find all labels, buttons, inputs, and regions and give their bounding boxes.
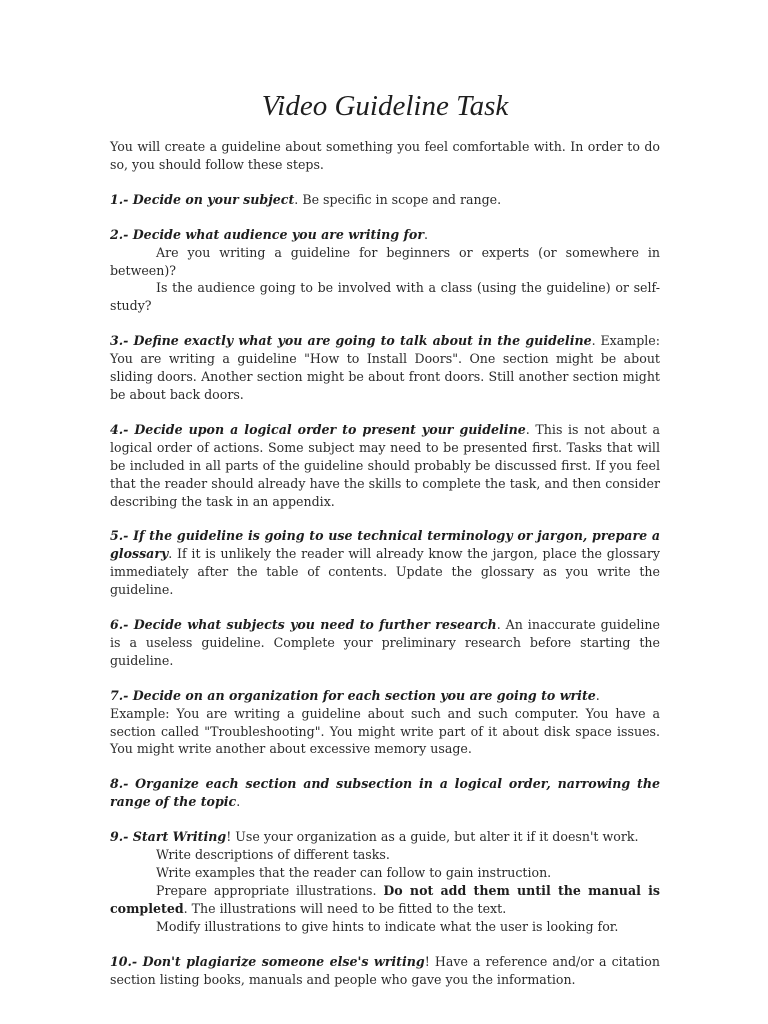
step-line: Modify illustrations to give hints to indicate what the user is looking for. (156, 918, 619, 934)
step-heading: 8.- Organize each section and subsection in a logical order, narrowing the range of the topic (110, 776, 660, 810)
step-line-illustrations: Prepare appropriate illustrations. Do not add them until the manual is completed. The illustrations will need to be fitted to the text. (110, 882, 660, 916)
step-heading: 9.- Start Writing (110, 829, 227, 845)
step-line: Write descriptions of different tasks. (156, 847, 390, 863)
step-line: Is the audience going to be involved with a class (using the guideline) or self-study? (110, 280, 660, 314)
step-1: 1.- Decide on your subject. Be specific in scope and range. (110, 191, 502, 207)
step-text: Have a reference and/or a citation section listing books, manuals and people who gave you the information. (110, 953, 661, 987)
step-line: Write examples that the reader can follow to gain instruction. (156, 865, 552, 880)
step-heading: 4.- Decide upon a logical order to present your guideline (110, 421, 526, 437)
step-text: Example: You are writing a guideline "How to Install Doors". One section might be about sliding doors. Another section might be about front doors. Still another section might be about back doors. (110, 333, 660, 402)
intro-paragraph: You will create a guideline about something you feel comfortable with. In order to do so, you should follow these steps. (110, 139, 660, 172)
step-3: 3.- Define exactly what you are going to talk about in the guideline. Example: You are writing a guideline "How to Install Doors". One section might be about sliding doors. Another section might be about front doors. Still another section might be about back doors. (110, 333, 660, 402)
document-page (110, 88, 660, 1005)
step-text: Be specific in scope and range. (298, 191, 502, 207)
step-6: 6.- Decide what subjects you need to further research. An inaccurate guideline is a useless guideline. Complete your preliminary research before starting the guideline. (110, 617, 660, 668)
step-text: An inaccurate guideline is a useless guideline. Complete your preliminary research before starting the guideline. (110, 617, 660, 668)
step-8: 8.- Organize each section and subsection in a logical order, narrowing the range of the topic. (110, 776, 660, 810)
step-heading: 1.- Decide on your subject (110, 191, 295, 207)
step-7: 7.- Decide on an organization for each section you are going to write. Example: You are writing a guideline about such and such computer. You have a section called "Troubleshooting". You might write part of it about disk space issues. You might write another about excessive memory usage. (110, 687, 660, 757)
step-text: This is not about a logical order of actions. Some subject may need to be presented first. Tasks that will be included in all parts of the guideline should probably be discussed first. If you feel that the reader should already have the skills to complete the task, and then consider describing the task in an appendix. (110, 421, 660, 509)
step-text: If it is unlikely the reader will already know the jargon, place the glossary immediately after the table of contents. Update the glossary as you write the guideline. (110, 546, 660, 598)
step-line: Are you writing a guideline for beginners or experts (or somewhere in between)? (110, 244, 660, 278)
step-heading: 6.- Decide what subjects you need to further research (110, 617, 497, 633)
step-heading: 5.- If the guideline is going to use technical terminology or jargon, prepare a glossary (110, 528, 660, 562)
step-heading: 10.- Don't plagiarize someone else's writing (110, 953, 425, 969)
step-heading: 2.- Decide what audience you are writing for (110, 226, 424, 242)
step-text: Use your organization as a guide, but alter it if it doesn't work. (231, 829, 639, 845)
step-10: 10.- Don't plagiarize someone else's writing! Have a reference and/or a citation section listing books, manuals and people who gave you the information. (110, 953, 661, 987)
step-heading: 3.- Define exactly what you are going to talk about in the guideline (110, 333, 592, 349)
step-heading: 7.- Decide on an organization for each section you are going to write (110, 687, 596, 703)
step-5: 5.- If the guideline is going to use technical terminology or jargon, prepare a glossary. If it is unlikely the reader will already know the jargon, place the glossary immediately after the table of contents. Update the glossary as you write the guideline. (110, 528, 660, 598)
page-title: Video Guideline Task (261, 90, 509, 122)
step-text: Example: You are writing a guideline about such and such computer. You have a section called "Troubleshooting". You might write part of it about disk space issues. You might write another about excessive memory usage. (110, 705, 660, 757)
step-4: 4.- Decide upon a logical order to present your guideline. This is not about a logical order of actions. Some subject may need to be presented first. Tasks that will be included in all parts of the guideline should probably be discussed first. If you feel that the reader should already have the skills to complete the task, and then consider describing the task in an appendix. (110, 421, 660, 509)
step-9: 9.- Start Writing! Use your organization as a guide, but alter it if it doesn't work. Write descriptions of different tasks. Write examples that the reader can follow to gain instruction. Prepare appropriate illustrations. Do not add them until the manual is completed. The illustrations will need to be fitted to the text. Modify illustrations to give hints to indicate what the user is looking for. (110, 829, 660, 934)
step-2: 2.- Decide what audience you are writing for. Are you writing a guideline for beginners or experts (or somewhere in between)? Is the audience going to be involved with a class (using the guideline) or self-study? (110, 226, 660, 314)
bold-warning: Do not add them until the manual is completed (110, 882, 660, 916)
